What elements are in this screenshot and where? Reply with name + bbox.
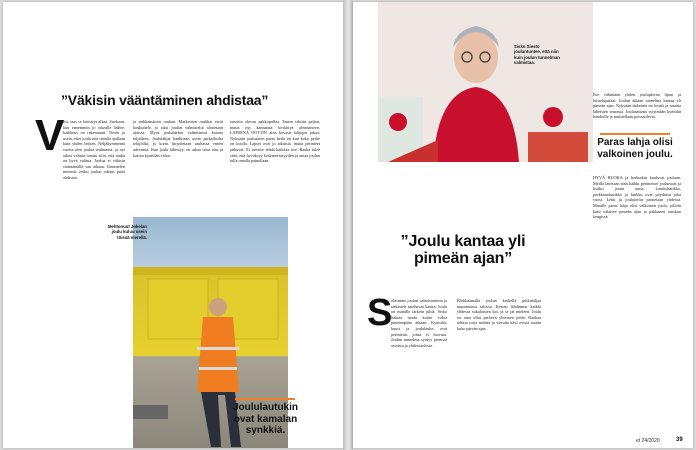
right-dropcap: S (367, 292, 393, 334)
portrait-photo (378, 2, 593, 162)
right-pullquote: Paras lahja olisi valkoinen joulu. (597, 137, 673, 160)
left-column-3: tarvetta olevan pakkopullaa. Ennen tehtiin paljon, mutta nyt kannattaa keskittyä olennaiseen. LAPSENA OOTTIN aina kovasti lahjojen jakoa. Nykyään jouluaaton paras hetki on kun koko perhe on koolla. Lapset ovat jo aikuisia, mutta perinteet jatkuvat. Ei tarvitse tehdä kaikkea itse. Rauha tulee siitä, että hyväksyy keskeneräisyyden ja antaa joulun tulla omalla painollaan. (230, 119, 320, 164)
left-column-1: iisi, taas se höösstys alkaa. Suokaan, kun ennemmin jo oikealle lähtee, kaikkeus on rakentunut. Tiesin jo usein, ettei joulu tule omalla ajallaan kuin yhden hetken. Neljäkymmentä vuotta olen joulua touhunnut, ja nyt oikea valinta tuntuu siltä, että rauha on hyvä valinta. Joulua ei väkisin vääntämällä saa aikaan. Ihmettelen monesti, miksi joulun odotus pitää ahdistaa. (63, 119, 125, 180)
left-page (3, 2, 343, 448)
left-column-2: ja tarkkamaisen rauhan. Markettien ruuhkat eivät houkuttele, ja siksi joulun valmistelut aloitetaan ajoissa. Myös jouluherkut valmistuvat kotona hiljalleen. Joululahjat hankitaan usein paikallisilta tekijöiltä, ja kortit kirjoitetaan rauhassa ennen adventtia. Kun joulu lähestyy, on aikaa istua alas ja katsoa kynttilän valoa. (133, 119, 223, 158)
left-headline: ”Väkisin vääntäminen ahdistaa” (61, 92, 269, 108)
right-headline: ”Joulu kantaa yli pimeän ajan” (400, 233, 526, 267)
left-dropcap: V (35, 111, 65, 160)
left-pullquote: Joululautukin ovat kamalan synkkiä. (233, 402, 298, 436)
magazine-folio: et 24/2020 (636, 438, 660, 444)
right-column-4: HYVÄ RUOKA ja herkutkin kuuluvat jouluun. Meillä laitetaan aina kaikki perinteiset jouluruoat ja lisäksi jotain uutta. Lanttulaatikko, porkkanalaatikko ja kinkku ovat pöydässä joka vuosi. Letut ja joulutortut paistetaan yhdessä. Minulle paras lahja olisi valkoinen joulu, jolloin lumi valaisee pimeän ajan ja pakkanen narskuu kengissä. (593, 175, 681, 220)
right-column-1: olasmme joulun valmistamista ja tarkasteli mieluisaa kautta. Joulu on minulle tärkein juhla. Sisko haluaa tuoda kotiin valoa pimeimpään aikaan. Kynttilät, kuusi ja joululaulut ovat perinteitä, joista ei luovuta. Joulun tunnelma syntyy pienistä asioista ja yhdessäolosta. (391, 298, 447, 348)
left-pullquote-rule (235, 398, 295, 400)
right-column-3: Ilse vähintään yhden joulupäivän lipun ja luistelupaikat. Joulun aikaan tunnelma kantaa yli pimeän ajan. Nykyään tärkeintä on levätä ja nauttia läheisten seurasta. Jouluaattona sytytetään kynttilät haudoille ja muistellaan poissaolevia. (593, 92, 681, 120)
left-photo-caption: Mehtonuut Jokelan joulu kuluu usein töissä merellä. (107, 224, 147, 240)
spread-gutter (343, 0, 353, 450)
right-photo-caption: Sisko Siesto jouluntuntee, että niin kuin joulun tunnelman valmistaa. (514, 44, 560, 65)
right-column-2: Blokkaamalla joulun keskellä pikkuhiljaa muutamissa talossa. Kerran lähdimme kaikki yhdessä sukulaisten luo, ja se jäi mieleen. Joulu on aina ollut perheen yhteinen juhla. Ruokaa tehtiin isoja määriä ja vieraita kävi ovista sisään koko päivän ajan. (457, 298, 541, 331)
right-pullquote-rule (600, 133, 670, 135)
right-page (353, 2, 693, 448)
page-number: 39 (676, 437, 683, 443)
